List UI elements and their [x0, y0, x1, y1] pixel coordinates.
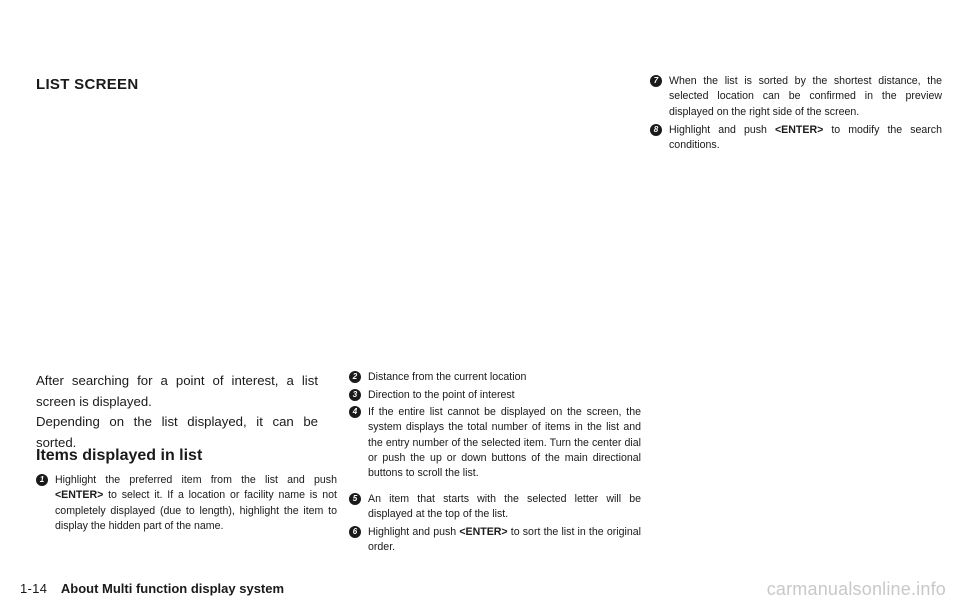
intro-paragraph-1: After searching for a point of interest, a list screen is displayed.	[36, 373, 318, 409]
item-text-continued: to modify the search conditions.	[669, 124, 942, 152]
enter-key-label: <ENTER>	[775, 124, 824, 136]
item-text: Direction to the point of interest	[368, 389, 515, 401]
footer-title: About Multi function display system	[60, 581, 285, 596]
list-item	[349, 525, 641, 556]
item-text-continued: to select it. If a location or facility name is not completely displayed (due to length), highlight the item to display the hidden part of the name.	[55, 489, 337, 532]
item-text: Highlight and push	[669, 124, 767, 136]
list-item	[349, 492, 641, 523]
page-number: 1-14	[20, 581, 48, 596]
item-text-continued: to sort the list in the original order.	[368, 526, 641, 554]
list-item	[349, 388, 641, 403]
item-number-badge: 5	[349, 493, 361, 505]
item-text: Highlight and push	[368, 526, 457, 538]
item-text: Distance from the current location	[368, 371, 527, 383]
item-number-badge: 7	[650, 75, 662, 87]
list-item	[36, 473, 337, 534]
item-number-badge: 8	[650, 124, 662, 136]
watermark: carmanualsonline.info	[766, 579, 946, 599]
subsection-title: Items displayed in list	[36, 447, 203, 464]
section-title: LIST SCREEN	[36, 76, 139, 93]
intro-paragraph-2: Depending on the list displayed, it can be sorted.	[36, 414, 318, 450]
list-item	[349, 370, 641, 385]
item-number-badge: 4	[349, 406, 361, 418]
list-item	[650, 123, 942, 154]
list-item	[650, 74, 942, 120]
item-text: An item that starts with the selected letter will be displayed at the top of the list.	[368, 493, 641, 521]
page-footer	[20, 581, 284, 596]
item-number-badge: 2	[349, 371, 361, 383]
item-number-badge: 1	[36, 474, 48, 486]
list-item	[349, 405, 641, 481]
item-text: If the entire list cannot be displayed on the screen, the system displays the total number of items in the list and the entry number of the selected item. Turn the center dial or push the up or down buttons of the main directional buttons to scroll the list.	[368, 406, 641, 480]
enter-key-label: <ENTER>	[459, 526, 508, 538]
item-text: When the list is sorted by the shortest distance, the selected location can be confirmed in the preview displayed on the right side of the screen.	[669, 75, 942, 118]
item-number-badge: 6	[349, 526, 361, 538]
enter-key-label: <ENTER>	[55, 489, 104, 502]
item-number-badge: 3	[349, 389, 361, 401]
item-text: Highlight the preferred item from the list and push	[55, 474, 337, 486]
